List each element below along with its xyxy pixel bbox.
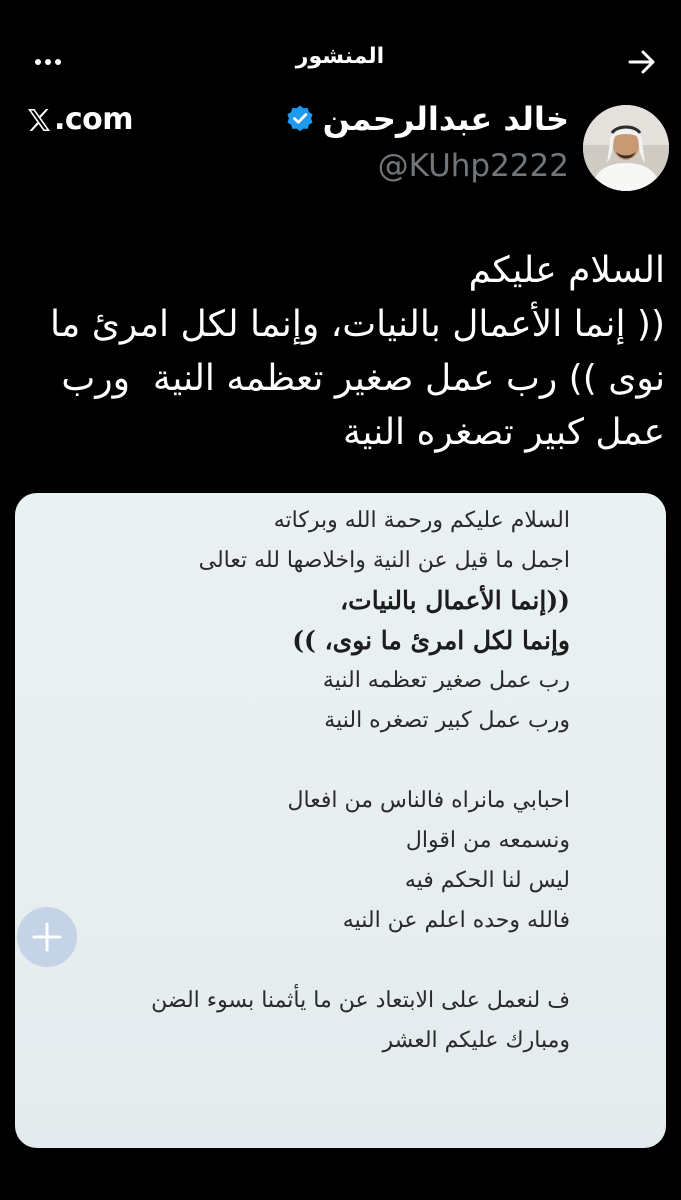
author-handle[interactable]: @KUhp2222	[377, 148, 569, 184]
arrow-right-icon	[624, 44, 660, 80]
top-bar	[0, 0, 681, 110]
image-text-spacer	[30, 941, 570, 981]
image-text-line: ونسمعه من اقوال	[405, 828, 570, 853]
author-name[interactable]	[285, 100, 569, 138]
plus-icon	[30, 920, 64, 954]
image-text-line: اجمل ما قيل عن النية واخلاصها لله تعالى	[198, 548, 570, 573]
image-text-line: احبابي مانراه فالناس من افعال	[287, 788, 570, 813]
tweet-image[interactable]	[15, 493, 666, 1148]
avatar-photo	[583, 105, 669, 191]
image-text-line: ورب عمل كبير تصغره النية	[324, 708, 570, 733]
tweet-text: السلام عليكم (( إنما الأعمال بالنيات، وإنما لكل امرئ ما نوى )) رب عمل صغير تعظمه النية ورب عمل كبير تصغره النية	[50, 250, 665, 453]
author-name-text: خالد عبدالرحمن	[322, 100, 569, 138]
image-text-line: وإنما لكل امرئ ما نوى، ))	[292, 626, 570, 655]
image-text-spacer	[30, 741, 570, 781]
image-text-line: فالله وحده اعلم عن النيه	[342, 908, 570, 933]
image-text-line: السلام عليكم ورحمة الله وبركاته	[273, 508, 570, 533]
more-options-button[interactable]	[28, 48, 68, 76]
back-button[interactable]	[624, 44, 660, 80]
image-text-line: ((إنما الأعمال بالنيات،	[340, 586, 570, 615]
x-com-badge[interactable]	[26, 102, 133, 137]
add-button[interactable]	[17, 907, 77, 967]
x-com-label: .com	[54, 102, 134, 137]
more-dot	[55, 59, 61, 65]
image-text-line: ومبارك عليكم العشر	[382, 1028, 570, 1053]
image-text-line: رب عمل صغير تعظمه النية	[322, 668, 570, 693]
image-text-line: ف لنعمل على الابتعاد عن ما يأثمنا بسوء الضن	[151, 988, 570, 1013]
x-logo-icon	[26, 107, 52, 133]
more-dot	[35, 59, 41, 65]
image-text-line: ليس لنا الحكم فيه	[404, 868, 570, 893]
verified-badge-icon	[285, 104, 315, 134]
avatar[interactable]	[583, 105, 669, 191]
more-dot	[45, 59, 51, 65]
image-text-block	[30, 501, 570, 1061]
page-title: المنشور	[295, 44, 385, 69]
